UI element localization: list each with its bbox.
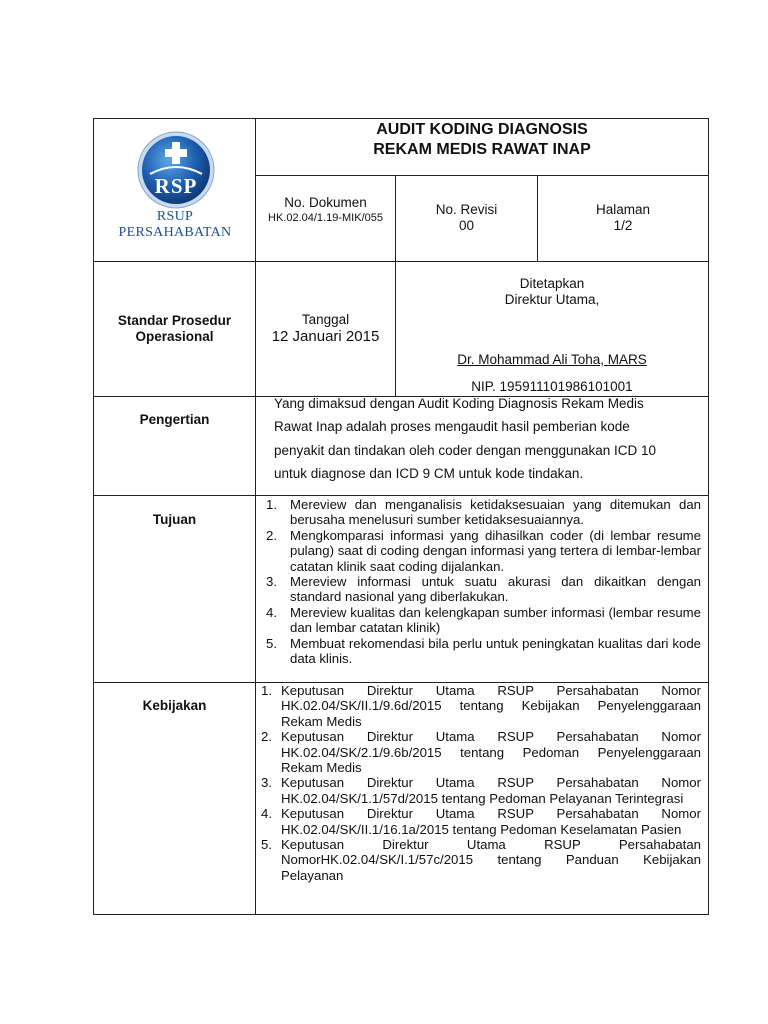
list-item [266,574,701,605]
list-item [266,528,701,574]
list-item-number: 3. [261,775,272,791]
pengertian-label: Pengertian [139,412,210,427]
list-item-text: Mereview kualitas dan kelengkapan sumber informasi (lembar resume dan lembar catatan klinik) [290,604,701,636]
list-item-text: Membuat rekomendasi bila perlu untuk peningkatan kualitas dari kode data klinis. [290,635,701,667]
logo-text: RSP [154,174,198,198]
list-item [266,605,701,636]
director-nip: NIP. 195911101986101001 [471,379,633,394]
list-item [261,806,701,837]
list-item [261,683,701,729]
pengertian-line: penyakit dan tindakan oleh coder dengan menggunakan ICD 10 [274,443,657,458]
list-item-text: Mengkomparasi informasi yang dihasilkan coder (di lembar resume pulang) saat di coding dengan informasi yang tertera di lembar-lembar catatan klinik saat coding dijalankan. [290,527,701,574]
list-item-text: Keputusan Direktur Utama RSUP Persahabatan Nomor HK.02.04/SK/II.1/9.6d/2015 tentang Kebijakan Penyelenggaraan Rekam Medis [281,683,701,729]
pengertian-line: Rawat Inap adalah proses mengaudit hasil pemberian kode [274,419,630,434]
kebijakan-label: Kebijakan [142,698,207,713]
list-item-number: 5. [261,837,272,853]
pengertian-row-divider [93,495,709,496]
table-border-right [708,118,709,915]
doc-number-value: HK.02.04/1.19-MIK/055 [268,212,383,224]
list-item-text: Mereview informasi untuk suatu akurasi dan dikaitkan dengan standard nasional yang diberlakukan. [290,574,701,605]
list-item-number: 4. [261,806,272,822]
pengertian-line: Yang dimaksud dengan Audit Koding Diagnosis Rekam Medis [274,396,644,411]
list-item-number: 1. [261,683,272,698]
sop-label-line2: Operasional [135,329,214,344]
list-item-number: 2. [266,527,277,543]
table-border-bottom [93,914,709,915]
list-item [261,775,701,806]
list-item [261,729,701,775]
tujuan-list [266,497,701,666]
list-item-number: 5. [266,635,277,651]
date-value: 12 Januari 2015 [271,328,380,345]
list-item-text: Keputusan Direktur Utama RSUP Persahabatan Nomor HK.02.04/SK/1.1/57d/2015 tentang Pedoman Pelayanan Terintegrasi [281,775,701,806]
set-label-line1: Ditetapkan [519,276,585,291]
page-label: Halaman [595,202,651,217]
header-row-divider [93,261,709,262]
list-item-number: 3. [266,574,277,590]
kebijakan-list [261,683,701,883]
tujuan-label: Tujuan [152,512,197,527]
table-border-top [93,118,709,119]
title-row-divider [255,175,709,176]
date-label: Tanggal [301,312,350,327]
hospital-logo [136,130,216,210]
list-item-text: Keputusan Direktur Utama RSUP Persahabatan Nomor HK.02.04/SK/II.1/16.1a/2015 tentang Pedoman Keselamatan Pasien [281,806,701,837]
list-item-text: Keputusan Direktur Utama RSUP Persahabatan Nomor HK.02.04/SK/2.1/9.6b/2015 tentang Pedoman Penyelenggaraan Rekam Medis [281,729,701,776]
revision-value: 00 [458,218,475,233]
document-title-line1: AUDIT KODING DIAGNOSIS [376,121,588,138]
revision-label: No. Revisi [435,202,498,217]
hospital-name: RSUP PERSAHABATAN [118,209,232,240]
list-item [266,497,701,528]
set-label-line2: Direktur Utama, [504,292,600,307]
list-item-number: 1. [266,497,277,512]
sop-label-line1: Standar Prosedur [117,313,232,328]
director-name: Dr. Mohammad Ali Toha, MARS [457,352,647,367]
list-item-text: Keputusan Direktur Utama RSUP Persahabatan NomorHK.02.04/SK/I.1/57c/2015 tentang Panduan Kebijakan Pelayanan [281,837,701,883]
document-title-line2: REKAM MEDIS RAWAT INAP [373,141,591,158]
list-item-number: 4. [266,604,277,620]
page-value: 1/2 [613,218,633,233]
pengertian-line: untuk diagnose dan ICD 9 CM untuk kode tindakan. [274,466,584,481]
list-item [261,837,701,883]
doc-number-label: No. Dokumen [284,195,367,210]
list-item-number: 2. [261,729,272,745]
list-item [266,636,701,667]
column-divider [255,118,256,915]
list-item-text: Mereview dan menganalisis ketidaksesuaian yang ditemukan dan berusaha menelusuri sumber ketidaksesuaiannya. [290,497,701,528]
